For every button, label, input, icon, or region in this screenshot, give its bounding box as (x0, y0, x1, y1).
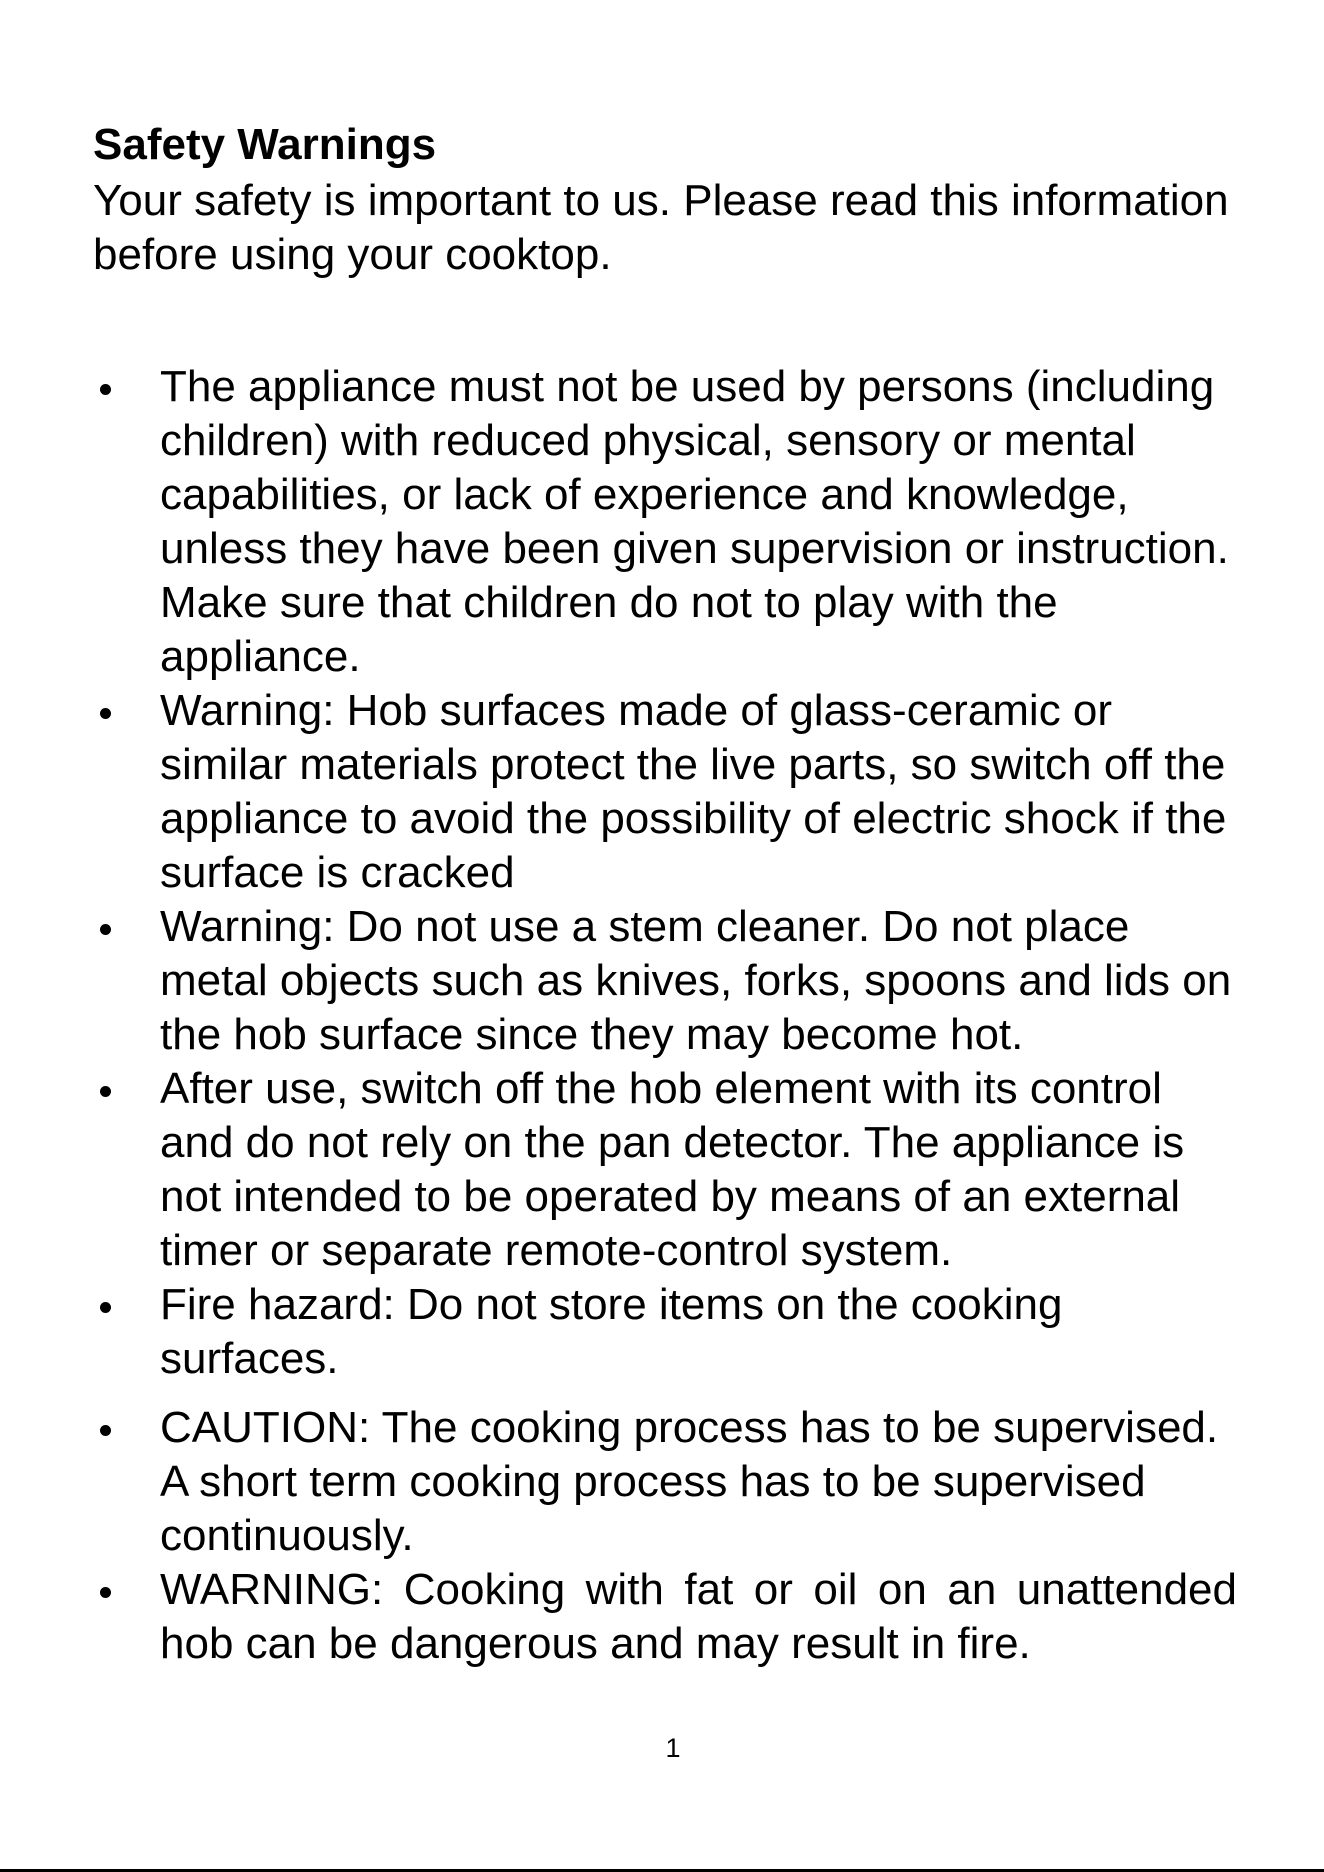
bullet-icon (100, 384, 111, 395)
warning-text: The appliance must not be used by persons (including children) with reduced physical, sensory or mental capabilities, or lack of experience and knowledge, unless they have been given supervision or instruction. Make sure that children do not to play with the appliance. (160, 362, 1229, 681)
bullet-icon (100, 924, 111, 935)
list-item (0, 1563, 1237, 1671)
bullet-icon (100, 1587, 111, 1598)
warning-text: CAUTION: The cooking process has to be supervised. A short term cooking process has to be supervised continuously. (160, 1403, 1219, 1560)
list-item (0, 1062, 1237, 1278)
list-item (0, 1278, 1237, 1386)
bullet-icon (100, 708, 111, 719)
list-item (0, 900, 1237, 1062)
warning-text: Fire hazard: Do not store items on the cooking surfaces. (160, 1280, 1063, 1383)
page-title: Safety Warnings (93, 120, 437, 169)
warning-text: WARNING: Cooking with fat or oil on an unattended hob can be dangerous and may result in fire. (160, 1565, 1237, 1668)
list-item (0, 684, 1237, 900)
warning-text: Warning: Hob surfaces made of glass-ceramic or similar materials protect the live parts, so switch off the appliance to avoid the possibility of electric shock if the surface is cracked (160, 686, 1227, 897)
bullet-icon (100, 1086, 111, 1097)
warning-text: Warning: Do not use a stem cleaner. Do not place metal objects such as knives, forks, spoons and lids on the hob surface since they may become hot. (160, 902, 1232, 1059)
bullet-icon (100, 1302, 111, 1313)
warning-text: After use, switch off the hob element with its control and do not rely on the pan detector. The appliance is not intended to be operated by means of an external timer or separate remote-control system. (160, 1064, 1185, 1275)
page-number: 1 (665, 1733, 681, 1763)
safety-warnings-list (0, 360, 1324, 1671)
bullet-icon (100, 1425, 111, 1436)
list-item (0, 1401, 1237, 1563)
list-item (0, 360, 1237, 684)
intro-paragraph: Your safety is important to us. Please read this information before using your cooktop. (93, 176, 1229, 279)
